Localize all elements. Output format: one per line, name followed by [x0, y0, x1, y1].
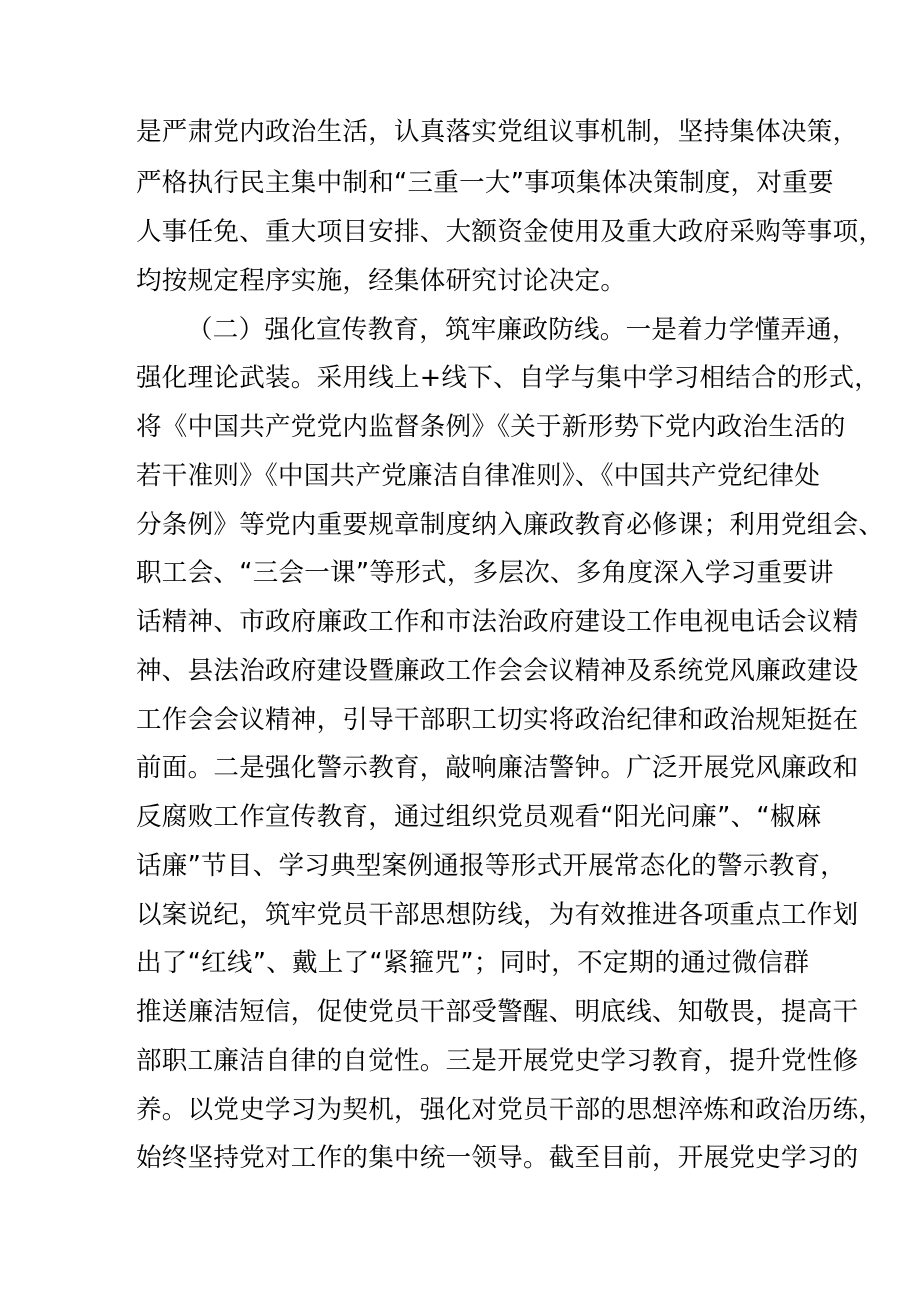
- paragraph-line: 反腐败工作宣传教育，通过组织党员观看“阳光问廉”、“椒麻: [136, 802, 822, 832]
- paragraph-line: 出了“红线”、戴上了“紧箍咒”；同时，不定期的通过微信群: [136, 948, 810, 978]
- paragraph-line: 养。以党史学习为契机，强化对党员干部的思想淬炼和政治历练，: [136, 1095, 885, 1125]
- paragraph-line: 话廉”节目、学习典型案例通报等形式开展常态化的警示教育，: [136, 851, 847, 881]
- paragraph-line: 人事任免、重大项目安排、大额资金使用及重大政府采购等事项，: [136, 217, 885, 247]
- paragraph-line: 始终坚持党对工作的集中统一领导。截至目前，开展党史学习的: [136, 1143, 859, 1173]
- paragraph-line: 前面。二是强化警示教育，敲响廉洁警钟。广泛开展党风廉政和: [136, 753, 859, 783]
- paragraph-line: 工作会会议精神，引导干部职工切实将政治纪律和政治规矩挺在: [136, 705, 859, 735]
- paragraph-line: 是严肃党内政治生活，认真落实党组议事机制，坚持集体决策，: [136, 117, 859, 147]
- paragraph-line: 均按规定程序实施，经集体研究讨论决定。: [136, 266, 627, 296]
- paragraph-line: 职工会、“三会一课”等形式，多层次、多角度深入学习重要讲: [136, 558, 834, 588]
- paragraph-line: 推送廉洁短信，促使党员干部受警醒、明底线、知敬畏，提高干: [136, 997, 859, 1027]
- paragraph-line: 部职工廉洁自律的自觉性。三是开展党史学习教育，提升党性修: [136, 1046, 859, 1076]
- paragraph-line: 若干准则》《中国共产党廉洁自律准则》、《中国共产党纪律处: [136, 461, 821, 491]
- paragraph-line: 强化理论武装。采用线上+线下、自学与集中学习相结合的形式，: [136, 363, 881, 393]
- section-heading-line: （二）强化宣传教育，筑牢廉政防线。一是着力学懂弄通，: [187, 315, 858, 345]
- paragraph-line: 话精神、市政府廉政工作和市法治政府建设工作电视电话会议精: [136, 607, 859, 637]
- paragraph-line: 神、县法治政府建设暨廉政工作会会议精神及系统党风廉政建设: [136, 656, 859, 686]
- paragraph-line: 分条例》等党内重要规章制度纳入廉政教育必修课；利用党组会、: [136, 510, 885, 540]
- paragraph-line: 严格执行民主集中制和“三重一大”事项集体决策制度，对重要: [136, 168, 834, 198]
- paragraph-line: 以案说纪，筑牢党员干部思想防线，为有效推进各项重点工作划: [136, 900, 859, 930]
- paragraph-line: 将《中国共产党党内监督条例》《关于新形势下党内政治生活的: [136, 412, 846, 442]
